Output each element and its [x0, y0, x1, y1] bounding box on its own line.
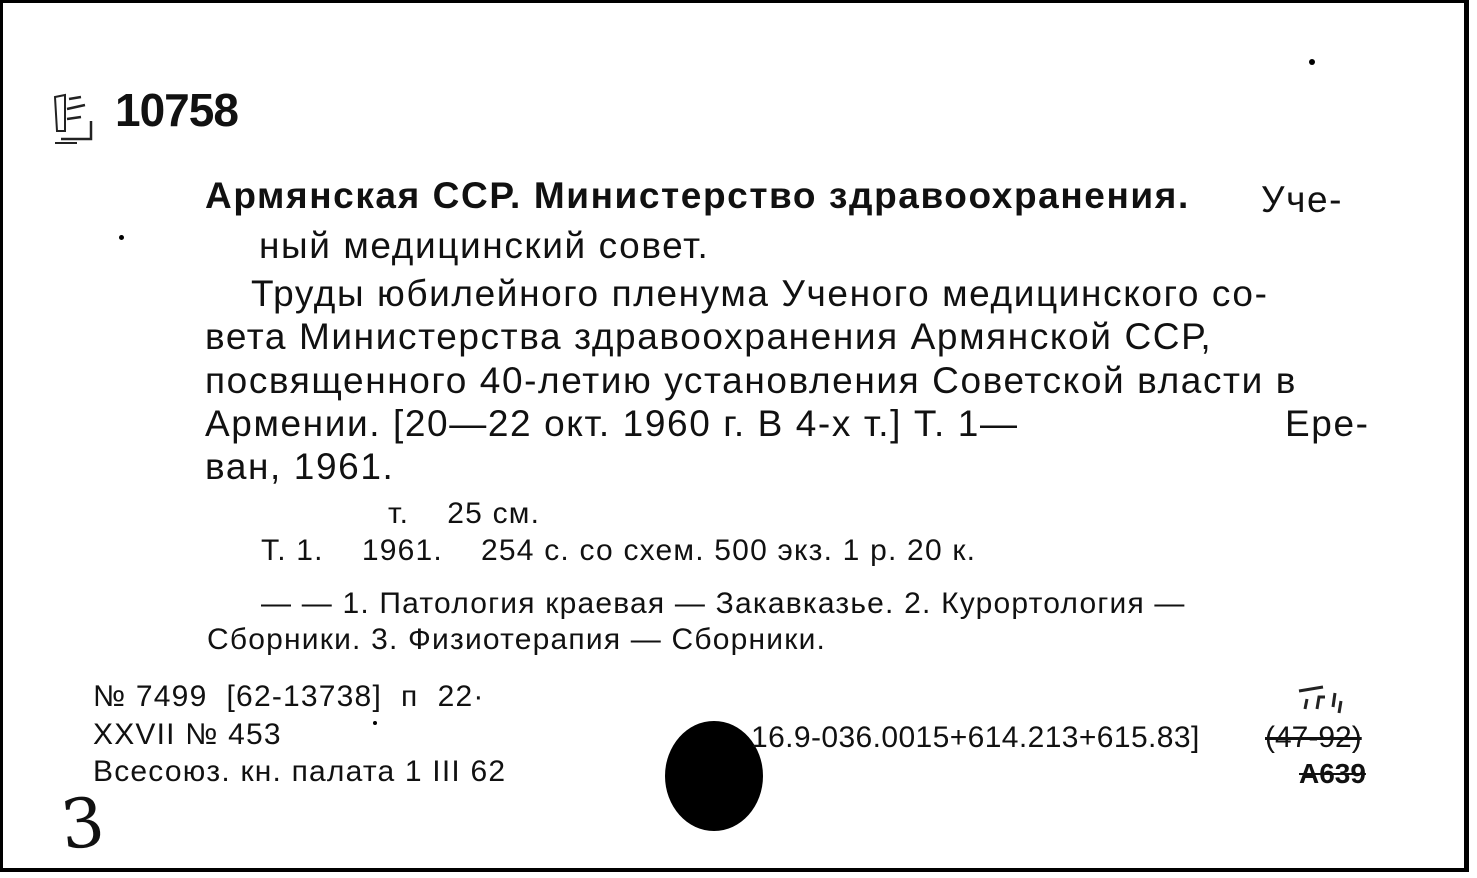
physical-description: т. 25 см. — [388, 497, 541, 530]
footer-record-number: № 7499 [62-13738] п 22· — [93, 680, 485, 713]
heading-organization: Армянская ССР. Министерство здравоохранения. — [205, 175, 1190, 216]
punch-hole — [665, 721, 763, 831]
bbk-classification: (47-92) — [1265, 721, 1362, 754]
library-stamp-icon — [51, 91, 97, 153]
title-line-1: Труды юбилейного пленума Ученого медицинского со- — [251, 273, 1269, 314]
footer-chamber-date: Всесоюз. кн. палата 1 III 62 — [93, 755, 507, 788]
footer-series-number: XXVII № 453 — [93, 718, 282, 751]
heading-continuation: Уче- — [1261, 179, 1344, 220]
title-line-2: вета Министерства здравоохранения Армянской ССР, — [205, 316, 1213, 357]
title-line-4-end: Ере- — [1285, 403, 1370, 444]
speck-left — [119, 235, 124, 240]
subject-headings-line-2: Сборники. 3. Физиотерапия — Сборники. — [207, 623, 827, 656]
udc-classification: 16.9-036.0015+614.213+615.83] — [751, 721, 1200, 754]
speck-top-right — [1309, 59, 1315, 65]
shelf-mark: А639 — [1299, 758, 1366, 789]
corner-scribble-icon — [1295, 683, 1345, 719]
speck-footer — [373, 721, 377, 725]
call-number: 10758 — [115, 84, 238, 136]
title-line-5: ван, 1961. — [205, 446, 395, 487]
subject-headings-line-1: — — 1. Патология краевая — Закавказье. 2. Курортология — — [261, 587, 1186, 620]
handwritten-number: 3 — [56, 782, 109, 867]
volume-line: Т. 1. 1961. 254 с. со схем. 500 экз. 1 р. 20 к. — [261, 534, 977, 567]
heading-line-2: ный медицинский совет. — [259, 225, 710, 266]
title-line-4: Армении. [20—22 окт. 1960 г. В 4-х т.] Т. 1— — [205, 403, 1019, 444]
title-line-3: посвященного 40-летию установления Советской власти в — [205, 360, 1298, 401]
